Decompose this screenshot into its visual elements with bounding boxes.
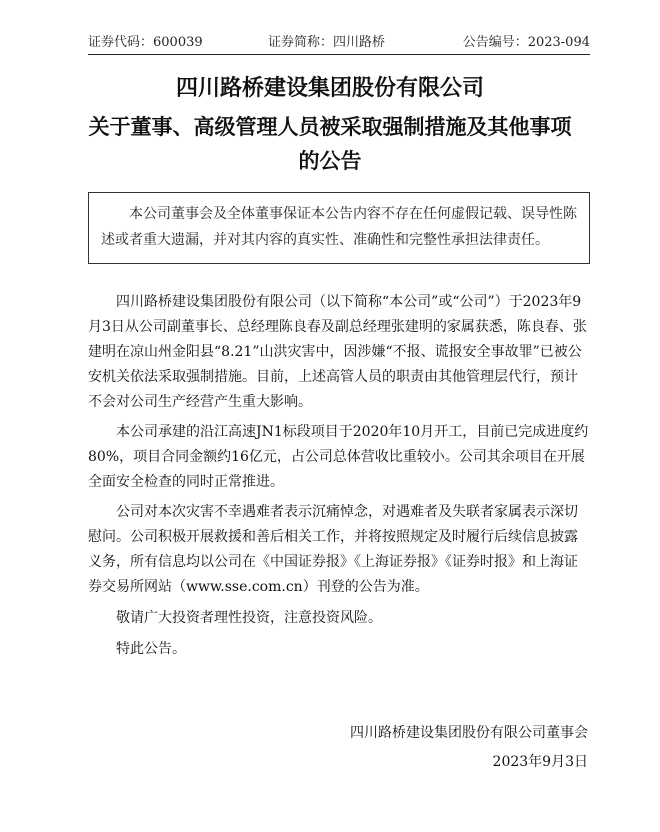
body-paragraph-4: 敬请广大投资者理性投资，注意投资风险。 — [116, 610, 382, 626]
board-guarantee-notice: 本公司董事会及全体董事保证本公告内容不存在任何虚假记载、误导性陈述或者重大遗漏，并对其内容的真实性、准确性和完整性承担法律责任。 — [88, 192, 590, 264]
signature-date: 2023年9月3日 — [492, 754, 588, 770]
body-paragraph-1: 四川路桥建设集团股份有限公司（以下简称“本公司”或“公司”）于2023年9月3日从公司副董事长、总经理陈良春及副总经理张建明的家属获悉，陈良春、张建明在凉山州金阳县“8.21”山洪灾害中，因涉嫌“不报、谎报安全事故罪”已被公安机关依法采取强制措施。目前，上述高管人员的职责由其他管理层代行，预计不会对公司生产经营产生重大影响。 — [88, 294, 587, 410]
announcement-title-line-2: 的公告 — [298, 149, 362, 173]
document-header — [88, 28, 590, 55]
body-paragraph-3: 公司对本次灾害不幸遇难者表示沉痛悼念，对遇难者及失联者家属表示深切慰问。公司积极开展救援和善后相关工作，并将按照规定及时履行后续信息披露义务，所有信息均以公司在《中国证券报》《上海证券报》《证券时报》和上海证券交易所网站（www.sse.com.cn）刊登的公告为准。 — [88, 504, 578, 595]
company-title: 四川路桥建设集团股份有限公司 — [175, 76, 484, 101]
announcement-title-line-1: 关于董事、高级管理人员被采取强制措施及其他事项 — [88, 115, 572, 139]
stock-abbreviation: 证券简称：四川路桥 — [268, 35, 386, 50]
body-paragraph-2: 本公司承建的沿江高速JN1标段项目于2020年10月开工，目前已完成进度约80%，项目合同金额约16亿元，占公司总体营收比重较小。公司其余项目在开展全面安全检查的同时正常推进。 — [88, 424, 589, 490]
announcement-number: 公告编号：2023-094 — [462, 35, 590, 50]
stock-code: 证券代码：600039 — [88, 35, 203, 50]
signature-company: 四川路桥建设集团股份有限公司董事会 — [350, 725, 588, 741]
announcement-body — [88, 290, 590, 662]
body-paragraph-5: 特此公告。 — [116, 641, 186, 657]
